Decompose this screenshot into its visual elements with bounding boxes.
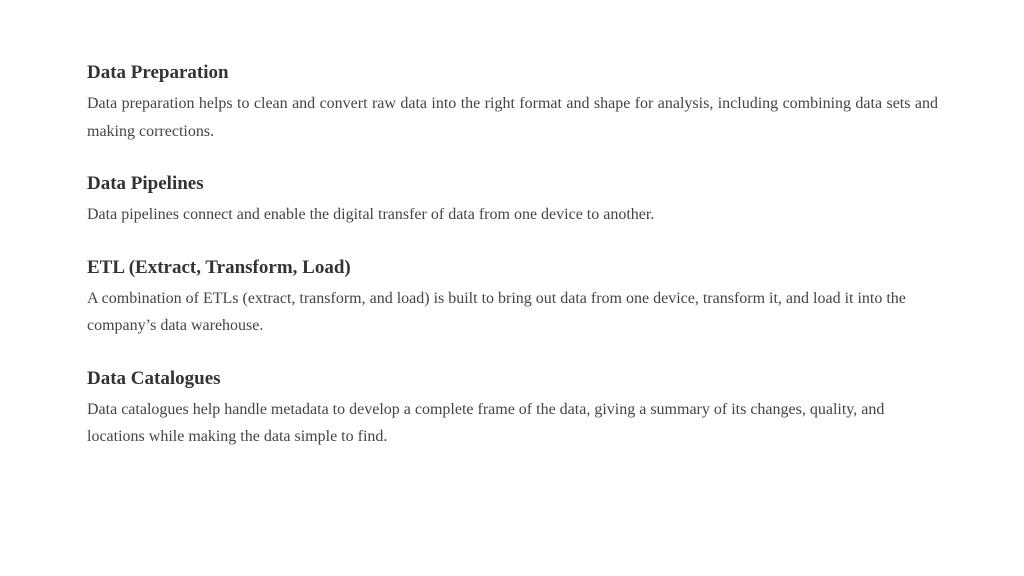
section-text: Data catalogues help handle metadata to develop a complete frame of the data, giving a summary of its changes, quality, and locations while making the data simple to find.: [87, 400, 885, 445]
document-body: [87, 60, 938, 477]
section-heading: Data Preparation: [87, 62, 229, 83]
section-data-pipelines: [87, 171, 938, 229]
section-heading: ETL (Extract, Transform, Load): [87, 256, 351, 278]
section-heading: Data Catalogues: [87, 367, 221, 389]
section-data-preparation: [87, 60, 938, 145]
section-text: Data preparation helps to clean and convert raw data into the right format and shape for analysis, including combining data sets and making corrections.: [87, 95, 938, 140]
section-heading: Data Pipelines: [87, 173, 204, 194]
section-etl: [87, 255, 938, 340]
section-text: A combination of ETLs (extract, transform, and load) is built to bring out data from one device, transform it, and load it into the company’s data warehouse.: [87, 289, 906, 334]
section-data-catalogues: [87, 366, 938, 451]
section-text: Data pipelines connect and enable the digital transfer of data from one device to another.: [87, 206, 655, 223]
